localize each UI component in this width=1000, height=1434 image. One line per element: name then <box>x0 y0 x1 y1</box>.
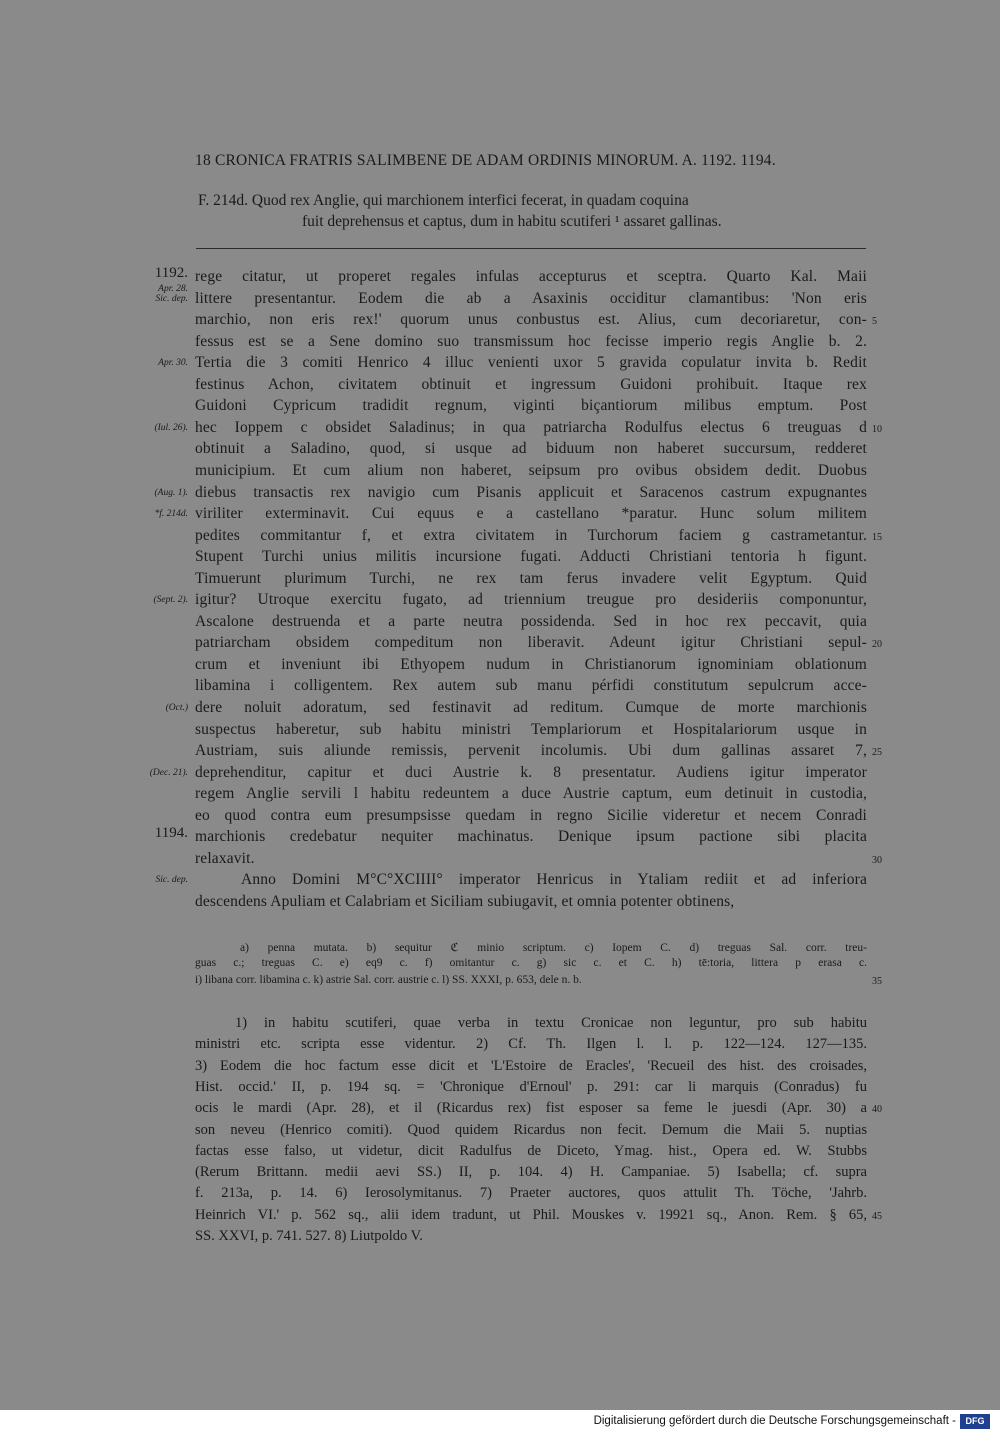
footnote-line: son neveu (Henrico comiti). Quod quidem Ricardus non fecit. Demum die Maii 5. nuptias <box>195 1121 867 1138</box>
text-line: Austriam, suis aliunde remissis, pervenit incolumis. Ubi dum gallinas assaret 7, <box>195 742 867 760</box>
funding-notice: Digitalisierung gefördert durch die Deutsche Forschungsgemeinschaft - <box>593 1415 956 1427</box>
text-line: eo quod contra eum presumpsisse quedam in regno Sicilie videretur et necem Conradi <box>195 806 867 824</box>
text-line: igitur? Utroque exercitu fugato, ad triennium treugue pro desideriis componuntur, <box>195 591 867 609</box>
margin-note: 1192. <box>154 265 188 281</box>
separator-rule <box>196 248 866 249</box>
text-line: Anno Domini M°C°XCIIII° imperator Henricus in Ytaliam rediit et ad inferiora <box>241 871 867 889</box>
text-line: obtinuit a Saladino, quod, si usque ad biduum non haberet succursum, redderet <box>195 440 867 458</box>
line-number: 25 <box>872 747 882 759</box>
text-line: dere noluit adoratum, sed festinavit ad reditum. Cumque de morte marchionis <box>195 699 867 716</box>
line-number: 20 <box>872 639 882 651</box>
text-line: viriliter exterminavit. Cui equus e a castellano *paratur. Hunc solum militem <box>195 505 867 523</box>
text-line: patriarcham obsidem compeditum non liberavit. Adeunt igitur Christiani sepul- <box>195 634 867 652</box>
line-number: 45 <box>872 1210 882 1222</box>
footnote-line: f. 213a, p. 14. 6) Ierosolymitanus. 7) Praeter auctores, quos attulit Th. Töche, 'Jahrb. <box>195 1185 867 1202</box>
margin-note: Sic. dep. <box>155 293 188 304</box>
text-line: municipium. Et cum alium non haberet, seipsum pro ovibus obsidem dedit. Duobus <box>195 461 867 479</box>
text-line: libamina i colligentem. Rex autem sub manu pérfidi constitutum sepulcrum acce- <box>195 677 867 695</box>
footnote-line: (Rerum Brittann. medii aevi SS.) II, p. 104. 4) H. Campaniae. 5) Isabella; cf. supra <box>195 1164 867 1181</box>
text-line: festinus Achon, civitatem obtinuit et ingressum Guidoni prohibuit. Itaque rex <box>195 375 867 393</box>
text-line: fessus est se a Sene domino suo transmissum hoc fecisse imperio regis Anglie b. 2. <box>195 332 867 350</box>
text-line: Ascalone destruenda et a parte neutra possidenda. Sed in hoc rex peccavit, quia <box>195 612 867 630</box>
text-line: Timuerunt plurimum Turchi, ne rex tam ferus invadere velit Egyptum. Quid <box>195 569 867 587</box>
text-line: Guidoni Cypricum tradidit regnum, viginti biçantiorum milibus emptum. Post <box>195 397 867 415</box>
margin-note: Apr. 28. <box>158 283 188 294</box>
text-line: marchio, non eris rex!' quorum unus conbustus est. Alius, cum decoriaretur, con- <box>195 311 867 329</box>
text-line: diebus transactis rex navigio cum Pisanis applicuit et Saracenos castrum expugnantes <box>195 483 867 501</box>
line-number: 5 <box>872 316 877 328</box>
margin-note: Sic. dep. <box>155 875 188 886</box>
margin-note: (Iul. 26). <box>154 422 188 433</box>
footnote-line: Heinrich VI.' p. 562 sq., alii idem tradunt, ut Phil. Mouskes v. 19921 sq., Anon. Rem. § 65, <box>195 1206 867 1223</box>
margin-note: (Dec. 21). <box>149 767 188 778</box>
text-line: hec Ioppem c obsidet Saladinus; in qua patriarcha Rodulfus electus 6 treuguas d <box>195 418 867 436</box>
line-number: 15 <box>872 531 882 543</box>
margin-note: (Oct.) <box>165 703 188 713</box>
running-header: 18 CRONICA FRATRIS SALIMBENE DE ADAM ORDINIS MINORUM. A. 1192. 1194. <box>195 152 776 169</box>
footnote-line: SS. XXVI, p. 741. 527. 8) Liutpoldo V. <box>195 1228 423 1244</box>
dfg-logo-icon[interactable]: DFG <box>960 1414 990 1429</box>
text-line: suspectus haberetur, sub habitu ministri Templariorum et Hospitalariorum usque in <box>195 720 867 738</box>
footnote-line: Hist. occid.' II, p. 194 sq. = 'Chronique d'Ernoul' p. 291: car li marquis (Conradus) fu <box>195 1078 867 1095</box>
margin-note: (Aug. 1). <box>154 487 188 498</box>
margin-note: *f. 214d. <box>154 509 188 520</box>
footnote-line: 3) Eodem die hoc factum esse dicit et 'L'Estoire de Eracles', 'Recueil des hist. des croisades, <box>195 1057 867 1074</box>
variant-line: i) libana corr. libamina c. k) astrie Sal. corr. austrie c. l) SS. XXXI, p. 653, dele n. b. <box>195 974 582 986</box>
footnote-line: 1) in habitu scutiferi, quae verba in textu Cronicae non leguntur, pro sub habitu <box>235 1015 867 1031</box>
text-line: Stupent Turchi unius militis incursione fugati. Adducti Christiani tentoria h figunt. <box>195 548 867 566</box>
variant-line: guas c.; treguas C. e) eq9 c. f) omitantur c. g) sic c. et C. h) tē:toria, littera p erasa c. <box>195 957 867 969</box>
text-line: regem Anglie servili l habitu redeuntem a duce Austrie captum, eum detinuit in custodia, <box>195 785 867 803</box>
variant-line: a) penna mutata. b) sequitur ℭ minio scriptum. c) Iopem C. d) treguas Sal. corr. treu- <box>240 942 867 954</box>
text-line: littere presentantur. Eodem die ab a Asaxinis occiditur clamantibus: 'Non eris <box>195 289 867 307</box>
margin-note: Apr. 30. <box>158 358 188 369</box>
text-line: descendens Apuliam et Calabriam et Siciliam subiugavit, et omnia potenter obtinens, <box>195 892 735 910</box>
chapter-rubric <box>198 190 868 232</box>
rubric-line-1: F. 214d. Quod rex Anglie, qui marchionem interfici fecerat, in quadam coquina <box>198 192 689 209</box>
text-line: rege citatur, ut properet regales infulas accepturus et sceptra. Quarto Kal. Maii <box>195 268 867 285</box>
rubric-line-2: fuit deprehensus et captus, dum in habitu scutiferi ¹ assaret gallinas. <box>302 213 722 230</box>
text-line: relaxavit. <box>195 849 255 867</box>
line-number: 40 <box>872 1104 882 1116</box>
text-line: crum et inveniunt ibi Ethyopem nudum in Christianorum ignominiam oblationum <box>195 655 867 673</box>
margin-note: (Sept. 2). <box>153 595 188 606</box>
line-number: 30 <box>872 854 882 866</box>
text-line: Tertia die 3 comiti Henrico 4 illuc venienti uxor 5 gravida copulatur invita b. Redit <box>195 354 867 372</box>
line-number: 10 <box>872 423 882 435</box>
footnote-line: factas esse falso, ut videtur, dicit Radulfus de Diceto, Ymag. hist., Opera ed. W. Stubbs <box>195 1142 867 1159</box>
text-line: pedites commitantur f, et extra civitatem in Turchorum faciem g castrametantur. <box>195 526 867 544</box>
line-number: 35 <box>872 976 882 987</box>
footer-bar <box>0 1410 1000 1434</box>
footnote-line: ministri etc. scripta esse videntur. 2) Cf. Th. Ilgen l. l. p. 122—124. 127—135. <box>195 1036 867 1053</box>
footnote-line: ocis le mardi (Apr. 28), et il (Ricardus rex) fist esposer sa feme le juesdi (Apr. 30) a <box>195 1100 867 1117</box>
text-line: marchionis credebatur nequiter machinatus. Denique ipsum pactione sibi placita <box>195 828 867 846</box>
text-line: deprehenditur, capitur et duci Austrie k. 8 presentatur. Audiens igitur imperator <box>195 763 867 781</box>
margin-note: 1194. <box>154 825 188 842</box>
